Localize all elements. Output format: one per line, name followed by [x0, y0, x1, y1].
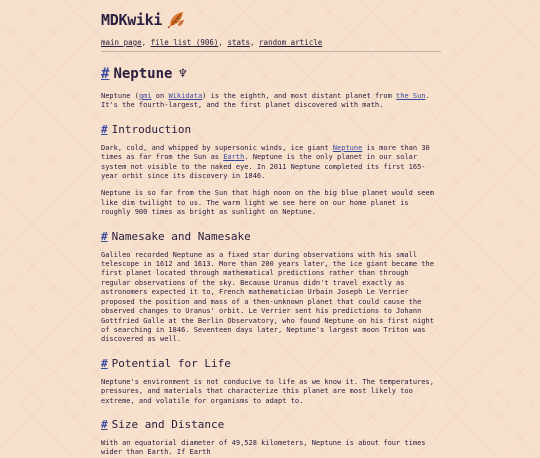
article-title	[101, 66, 441, 82]
nav-separator: ,	[218, 38, 228, 47]
section-heading-size-and-distance	[101, 418, 441, 431]
nav-link-random-article[interactable]: random article	[259, 38, 323, 47]
nav-separator: ,	[141, 38, 151, 47]
site-header	[101, 8, 441, 32]
paragraph-text: . Neptune is the only planet in our solar system not visible to the naked eye. In 2011 Neptune completed its first 165-year orbit since its discovery in 1846.	[101, 153, 426, 181]
section-heading-introduction	[101, 123, 441, 136]
paragraph: Neptune's environment is not conducive to life as we know it. The temperatures, pressures, and materials that characterize this planet are most likely too extreme, and volatile for organisms to adapt to.	[101, 377, 434, 405]
section-anchor-link[interactable]: #	[101, 229, 108, 243]
site-title-link[interactable]: MDKwiki	[101, 11, 163, 29]
gmi-link[interactable]: gmi	[138, 92, 152, 100]
neptune-link[interactable]: Neptune	[332, 143, 363, 152]
paragraph: Galileo recorded Neptune as a fixed star during observations with his small telescope in 1612 and 1613. More than 200 years later, the ice giant became the first planet located through mathematical predictions rather than through regular observations of the sky. Because Uranus didn't travel exactly as astronomers expected it to, French mathematician Urbain Joseph Le Verrier proposed the position and mass of a then-unknown planet that could cause the observed changes to Uranus' orbit. Le Verrier sent his predictions to Johann Gottfried Galle at the Berlin Observatory, who found Neptune on his first night of searching in 1846. Seventeen days later, Neptune's largest moon Triton was discovered as well.	[101, 250, 434, 344]
nav-link-file-list[interactable]: file list (906)	[150, 38, 219, 47]
nav-link-main-page[interactable]: main page	[101, 38, 142, 47]
page-container	[101, 0, 441, 458]
sun-link[interactable]: the Sun	[396, 92, 426, 100]
article-intro	[101, 92, 441, 111]
section-heading-text: Namesake and Namesake	[111, 229, 251, 243]
paragraph: Neptune is so far from the Sun that high noon on the big blue planet would seem like dim twilight to us. The warm light we see here on our home planet is roughly 900 times as bright as sunlight on Neptune.	[101, 189, 434, 217]
paragraph-text: is more than 30 times as far from the Sun as	[101, 143, 430, 162]
nav-link-stats[interactable]: stats	[227, 38, 251, 47]
section-heading-namesake	[101, 230, 441, 243]
top-navigation	[101, 38, 441, 52]
neptune-symbol-icon: ♆	[178, 66, 187, 82]
intro-text: Neptune (	[101, 92, 139, 100]
article-title-text: Neptune	[113, 66, 173, 82]
section-anchor-link[interactable]: #	[101, 417, 108, 431]
paragraph: With an equatorial diameter of 49,528 kilometers, Neptune is about four times wider than Earth. If Earth	[101, 438, 426, 457]
section-heading-text: Potential for Life	[111, 356, 231, 370]
title-anchor-link[interactable]: #	[101, 66, 110, 82]
section-anchor-link[interactable]: #	[101, 122, 108, 136]
intro-text: on	[151, 92, 169, 100]
paragraph-text: Dark, cold, and whipped by supersonic winds, ice giant	[101, 143, 333, 152]
intro-text: ) is the eighth, and most distant planet from	[202, 92, 397, 100]
paragraph	[101, 144, 441, 182]
section-heading-text: Introduction	[111, 122, 192, 136]
earth-link[interactable]: Earth	[223, 153, 245, 162]
section-heading-potential-for-life	[101, 357, 441, 370]
nav-separator: ,	[250, 38, 260, 47]
section-anchor-link[interactable]: #	[101, 356, 108, 370]
autumn-leaf-icon	[166, 10, 186, 30]
intro-text: . It's the fourth-largest, and the first planet discovered with math.	[101, 92, 430, 110]
wikidata-link[interactable]: Wikidata	[168, 92, 203, 100]
section-heading-text: Size and Distance	[111, 417, 225, 431]
